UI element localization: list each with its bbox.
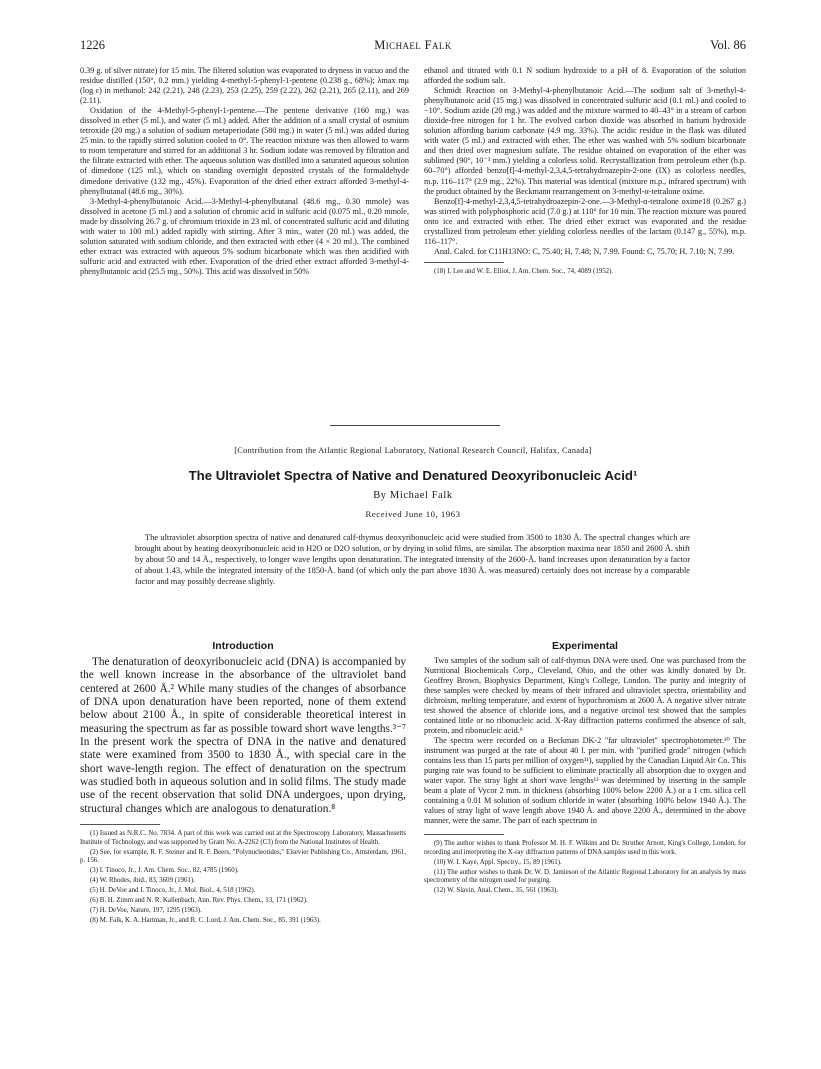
prev-paragraph: 0.39 g. of silver nitrate) for 15 min. The filtered solution was evaporated to dryness in vacuo and the residue distilled (150°, 0.2 mm.) yielding 4-methyl-5-phenyl-1-pentene (0.238 g., 68%); λmax mμ (log ε) in methanol: 242 (2.21), 248 (2.23), 253 (2.25), 259 (2.22), 262 (2.21), 265 (2.11), and 269 (2.11). [80,66,409,106]
introduction-heading: Introduction [212,640,274,652]
footnote: (4) W. Rhodes, ibid., 83, 3609 (1961). [90,877,195,885]
running-head-author: Michael Falk [374,38,452,52]
experimental-paragraph: The spectra were recorded on a Beckman DK-2 "far ultraviolet" spectrophotometer.¹⁰ The instrument was purged at the rate of about 40 l. per min. with "purified grade" nitrogen (which contains less than 15 parts per million of oxygen¹¹), supplied by the Canadian Liquid Air Co. This purging rate was found to be sufficient to eliminate practically all absorption due to oxygen and water vapor. The stray light at short wave lengths¹² was determined by inserting in the sample beam a plate of Vycor 2 mm. in thickness (absorbing 100% below 2200 Å.) or a 1 cm. silica cell containing a 0.01 M solution of sodium chloride in water (absorbing 100% below 1940 Å.). The values of stray light of wave length above 1940 Å. and above 2200 Å., determined in the above manner, were the same. The part of each spectrum in [424,736,746,825]
volume-label: Vol. 86 [710,38,746,52]
prev-paragraph: 3-Methyl-4-phenylbutanoic Acid.—3-Methyl-4-phenylbutanal (48.6 mg., 0.30 mmole) was dissolved in acetone (5 ml.) and a solution of chromic acid in sulfuric acid (0.075 ml., 0.20 mmole, made by dissolving 26.7 g. of chromium trioxide in 23 ml. of concentrated sulfuric acid and diluting with water to 100 ml.) added rapidly with stirring. After 3 min., water (20 ml.) was added, the solution saturated with sodium chloride, and then extracted with ether (4 × 20 ml.). The combined ether extract was extracted with aqueous 5% sodium bicarbonate which was then acidified with sulfuric acid and extracted with ether. Evaporation of the dried ether extract afforded 3-methyl-4-phenylbutanoic acid (25.5 mg., 50%). This acid was dissolved in 50% [80,196,409,276]
footnote: (12) W. Slavin, Anal. Chem., 35, 561 (1963). [434,887,559,894]
analysis-line: Anal. Calcd. for C11H13NO: C, 75.40; H, 7.48; N, 7.99. Found: C, 75.70; H, 7.10; N, 7.99. [434,246,735,256]
introduction-text: The denaturation of deoxyribonucleic acid (DNA) is accompanied by the well known increase in the absorbance of the ultraviolet band centered at 2600 Å.² While many studies of the changes of absorbance of DNA upon denaturation have been reported, none of them extend below about 2100 Å., in spite of considerable theoretical interest in measuring the spectrum as far as possible toward short wave lengths.³⁻⁷ In the present work the spectra of DNA in the native and denatured state were examined from 3500 to 1830 Å., with special care in the short wave-length region. The effect of denaturation on the spectrum was studied both in aqueous solution and in solid films. The study made use of the recent observation that solid DNA undergoes, upon drying, structural changes which are analogous to denaturation.⁸ [80,656,406,815]
experimental-column [424,640,746,1065]
footnote-rule [80,824,160,825]
prev-paragraph: Oxidation of the 4-Methyl-5-phenyl-1-pentene.—The pentene derivative (160 mg.) was dissolved in ether (5 ml.), and water (5 ml.) added. After the addition of a small crystal of osmium tetroxide (20 mg.) a solution of sodium metaperiodate (580 mg.) in water (5 ml.) was added during 25 min. to the rapidly stirred solution cooled to 0°. The reaction mixture was then allowed to warm to room temperature and stirred for an additional 3 hr. Sodium iodate was removed by filtration and the filtrate extracted with ether. The aqueous solution was distilled into a saturated aqueous solution of dimedone (125 ml.), which on standing overnight deposited crystals of the formaldehyde dimedone derivative (132 mg., 45%). Evaporation of the dried ether extract afforded 3-methyl-4-phenylbutanal (48.6 mg., 30%). [80,106,409,196]
abstract: The ultraviolet absorption spectra of native and denatured calf-thymus deoxyribonucleic acid were studied from 3500 to 1830 Å. The spectral changes which are brought about by heating deoxyribonucleic acid in H2O or D2O solution, or by drying in solid films, are similar. The absorption maxima near 1850 and 2600 Å. shift by about 50 and 14 Å., respectively, to longer wave lengths upon denaturation. The integrated intensity of the 2600-Å. band increases upon denaturation by a factor of about 1.43, while the integrated intensity of the 1850-Å. band (of which only the part above 1830 Å. was measured) certainly does not increase by a comparable factor and may possibly decrease slightly. [135,533,690,587]
running-head [80,38,746,56]
footnote: (1) Issued as N.R.C. No. 7834. A part of this work was carried out at the Spectroscopy Laboratory, Massachusetts Institute of Technology, and was supported by Grant No. A-2262 (C3) from the National Institutes of Health. [80,830,406,846]
prev-article-right-column [424,66,746,366]
footnote: (6) B. H. Zimm and N. R. Kallenbach, Ann. Rev. Phys. Chem., 13, 171 (1962). [90,897,308,905]
footnote: (5) H. DeVoe and I. Tinoco, Jr., J. Mol. Biol., 4, 518 (1962). [90,887,256,895]
footnote: (9) The author wishes to thank Professor M. H. F. Wilkins and Dr. Struther Arnott, King's College, London, for recording and interpreting the X-ray diffraction patterns of DNA samples used in this work. [424,840,746,856]
footnote: (8) M. Falk, K. A. Hartman, Jr., and R. C. Lord, J. Am. Chem. Soc., 85, 391 (1963). [90,917,321,925]
received-date: Received June 10, 1963 [365,509,461,519]
footnote-rule [424,262,504,263]
footnote: (2) See, for example, R. F. Steiner and R. F. Beers, "Polynucleotides," Elsevier Publishing Co., Amsterdam, 1961, p. 156. [80,848,406,865]
byline: By Michael Falk [373,490,453,501]
footnote: (18) I. Lee and W. E. Elliot, J. Am. Chem. Soc., 74, 4089 (1952). [434,267,614,275]
article-divider [330,425,500,426]
footnote: (10) W. I. Kaye, Appl. Spectry., 15, 89 (1961). [434,858,562,866]
footnote: (11) The author wishes to thank Dr. W. D. Jamieson of the Atlantic Regional Laboratory for an analysis by mass spectrometry of the nitrogen used for purging. [424,868,746,884]
prev-paragraph: ethanol and titrated with 0.1 N sodium hydroxide to a pH of 8. Evaporation of the solution afforded the sodium salt. [424,66,746,86]
prev-article-left-column [80,66,409,366]
footnote-rule [424,834,504,835]
introduction-column [80,640,406,1065]
prev-paragraph: Benzo[f]-4-methyl-2,3,4,5-tetrahydroazepin-2-one.—3-Methyl-α-tetralone oxime18 (0.267 g.) was stirred with polyphosphoric acid (7.0 g.) at 110° for 10 min. The reaction mixture was poured onto ice and extracted with ether. The dried ether extract was evaporated and the residue crystallized from petroleum ether yielding colorless needles of the lactam (0.147 g., 55%), m.p. 116–117°. [424,196,746,246]
footnote: (3) I. Tinoco, Jr., J. Am. Chem. Soc., 82, 4785 (1960). [90,867,239,875]
footnote: (7) H. DeVoe, Nature, 197, 1295 (1963). [90,907,202,915]
prev-paragraph: Schmidt Reaction on 3-Methyl-4-phenylbutanoic Acid.—The sodium salt of 3-methyl-4-phenylbutanoic acid (15 mg.) was dissolved in concentrated sulfuric acid (0.1 ml.) and cooled to −10°. Sodium azide (20 mg.) was added and the mixture warmed to 40–43° in a stream of carbon dioxide-free nitrogen for 1 hr. The evolved carbon dioxide was absorbed in barium hydroxide solution affording barium carbonate (4.9 mg. 33%). The acidic residue in the flask was diluted with water (5 ml.) and extracted with ether. The ether was washed with 5% sodium bicarbonate and then dried over magnesium sulfate. The residue obtained on evaporation of the ether was sublimed (90°, 10⁻³ mm.) yielding a colorless solid. Recrystallization from petroleum ether (b.p. 60–70°) afforded benzo[f]-4-methyl-2,3,4,5-tetrahydroazepin-2-one (IX) as colorless needles, m.p. 116–117° (2.9 mg., 22%). This material was identical (mixture m.p., infrared spectrum) with the product obtained by the Beckmann rearrangement on 3-methyl-α-tetralone oxime. [424,86,746,196]
page-number: 1226 [80,38,105,52]
experimental-heading: Experimental [552,640,618,652]
article-title: The Ultraviolet Spectra of Native and Denatured Deoxyribonucleic Acid¹ [188,468,638,483]
experimental-paragraph: Two samples of the sodium salt of calf-thymus DNA were used. One was purchased from the Nutritional Biochemicals Corp., Cleveland, Ohio, and the other was kindly donated by Dr. Geoffrey Brown, Biophysics Department, King's College, London. The purity and integrity of these samples were checked by means of their infrared and ultraviolet spectra, orientability and dichroism, melting temperature, and extent of hypochromism at 2600 Å. A negative silver nitrate test showed the absence of chloride ions, and a negative orcinol test showed that the samples contained little or no ribonucleic acid. X-Ray diffraction patterns confirmed the absence of salt, protein, and ribonucleic acid.⁹ [424,656,746,735]
contribution-line: [Contribution from the Atlantic Regional Laboratory, National Research Council, Halifax, Canada] [234,446,592,455]
